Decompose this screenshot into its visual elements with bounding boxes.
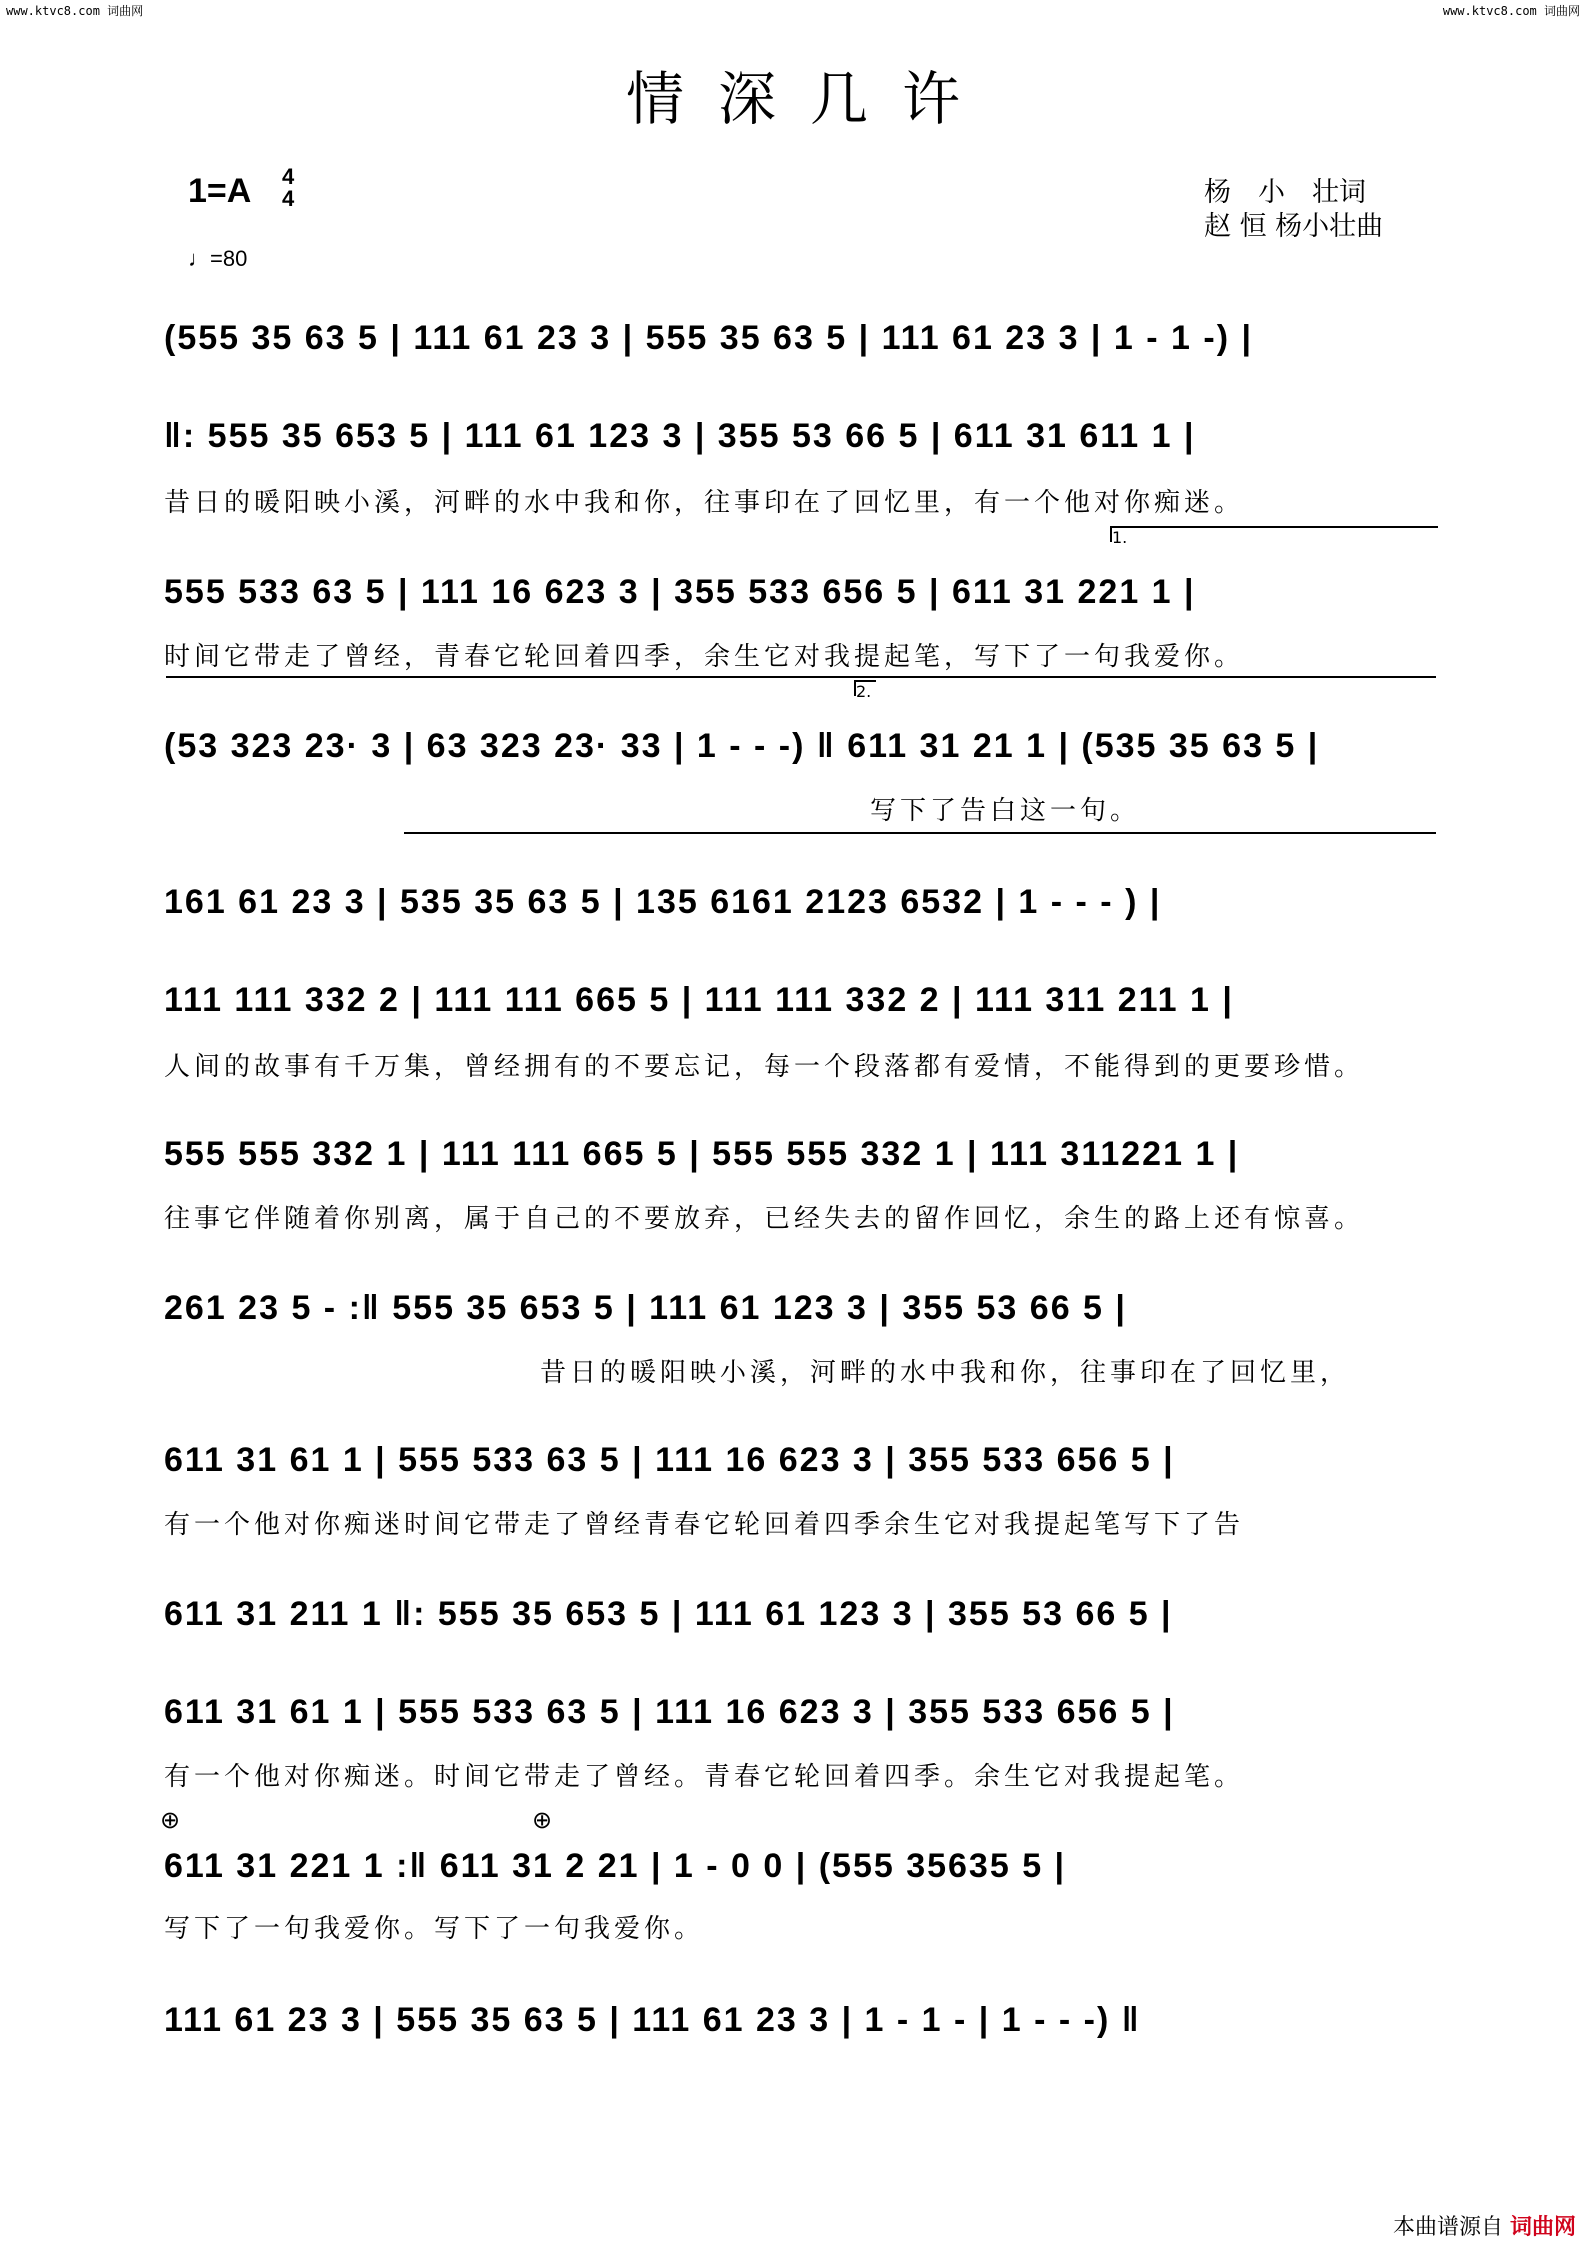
notation-row: 111 111 332 2 | 111 111 665 5 | 111 111 332 2 | 111 311 211 1 | [164, 981, 1234, 1019]
tempo-mark: ♩=80 [188, 246, 248, 271]
credits [1204, 176, 1383, 244]
lyrics-row: 往事它伴随着你别离，属于自己的不要放弃，已经失去的留作回忆，余生的路上还有惊喜。 [164, 1204, 1365, 1234]
lyrics-row: 写下了告白这一句。 [870, 796, 1141, 826]
notation-row: (555 35 63 5 | 111 61 23 3 | 555 35 63 5 | 111 61 23 3 | 1 - 1 -) | [164, 319, 1253, 357]
lyrics-row: 写下了一句我爱你。写下了一句我爱你。 [164, 1914, 705, 1944]
notation-row: 555 555 332 1 | 111 111 665 5 | 555 555 332 1 | 111 311221 1 | [164, 1135, 1240, 1173]
lyrics-row: 人间的故事有千万集，曾经拥有的不要忘记，每一个段落都有爱情，不能得到的更要珍惜。 [164, 1052, 1365, 1082]
volta-second-label: 2. [856, 682, 872, 701]
coda-sign: ⊕ [532, 1806, 553, 1834]
meter-bottom: 4 [282, 186, 295, 211]
site-watermark-left: www.ktvc8.com 词曲网 [6, 4, 144, 18]
lyrics-row: 昔日的暖阳映小溪，河畔的水中我和你，往事印在了回忆里，有一个他对你痴迷。 [164, 488, 1245, 518]
notation-row: 261 23 5 - :‖ 555 35 653 5 | 111 61 123 3 | 355 53 66 5 | [164, 1289, 1127, 1327]
time-signature [282, 166, 294, 210]
key-signature: 1=A [188, 172, 252, 210]
footer-text: 本曲谱源自 [1392, 2215, 1503, 2240]
notation-row: ‖: 555 35 653 5 | 111 61 123 3 | 355 53 66 5 | 611 31 611 1 | [164, 417, 1196, 455]
site-watermark-right: www.ktvc8.com 词曲网 [1442, 4, 1580, 18]
notation-row: 611 31 61 1 | 555 533 63 5 | 111 16 623 3 | 355 533 656 5 | [164, 1693, 1175, 1731]
section-rule [166, 676, 1436, 678]
notation-row: 611 31 221 1 :‖ 611 31 2 21 | 1 - 0 0 | (555 35635 5 | [164, 1847, 1067, 1885]
lyricist-credit: 杨 小 壮词 [1204, 177, 1366, 208]
meter-top: 4 [282, 164, 295, 189]
notation-row: 555 533 63 5 | 111 16 623 3 | 355 533 656 5 | 611 31 221 1 | [164, 573, 1196, 611]
notation-row: 611 31 61 1 | 555 533 63 5 | 111 16 623 3 | 355 533 656 5 | [164, 1441, 1175, 1479]
coda-sign: ⊕ [160, 1806, 181, 1834]
lyrics-row: 时间它带走了曾经，青春它轮回着四季，余生它对我提起笔，写下了一句我爱你。 [164, 642, 1245, 672]
notation-row: (53 323 23· 3 | 63 323 23· 33 | 1 - - -) ‖ 611 31 21 1 | (535 35 63 5 | [164, 727, 1320, 765]
volta-first-label: 1. [1112, 528, 1128, 547]
source-footer [1393, 2210, 1576, 2241]
notation-row: 611 31 211 1 ‖: 555 35 653 5 | 111 61 123 3 | 355 53 66 5 | [164, 1595, 1173, 1633]
section-rule [404, 832, 1436, 834]
lyrics-row: 有一个他对你痴迷时间它带走了曾经青春它轮回着四季余生它对我提起笔写下了告 [164, 1510, 1245, 1540]
notation-row: 111 61 23 3 | 555 35 63 5 | 111 61 23 3 | 1 - 1 - | 1 - - -) ‖ [164, 2001, 1141, 2039]
volta-first-ending [1110, 526, 1438, 547]
lyrics-row: 有一个他对你痴迷。时间它带走了曾经。青春它轮回着四季。余生它对我提起笔。 [164, 1762, 1245, 1792]
song-title: 情深几许 [625, 65, 994, 133]
notation-row: 161 61 23 3 | 535 35 63 5 | 135 6161 2123 6532 | 1 - - - ) | [164, 883, 1162, 921]
footer-brand: 词曲网 [1509, 2215, 1576, 2240]
lyrics-row: 昔日的暖阳映小溪，河畔的水中我和你，往事印在了回忆里， [540, 1358, 1351, 1388]
composer-credit: 赵 恒 杨小壮曲 [1204, 211, 1384, 242]
volta-second-ending [854, 680, 876, 701]
